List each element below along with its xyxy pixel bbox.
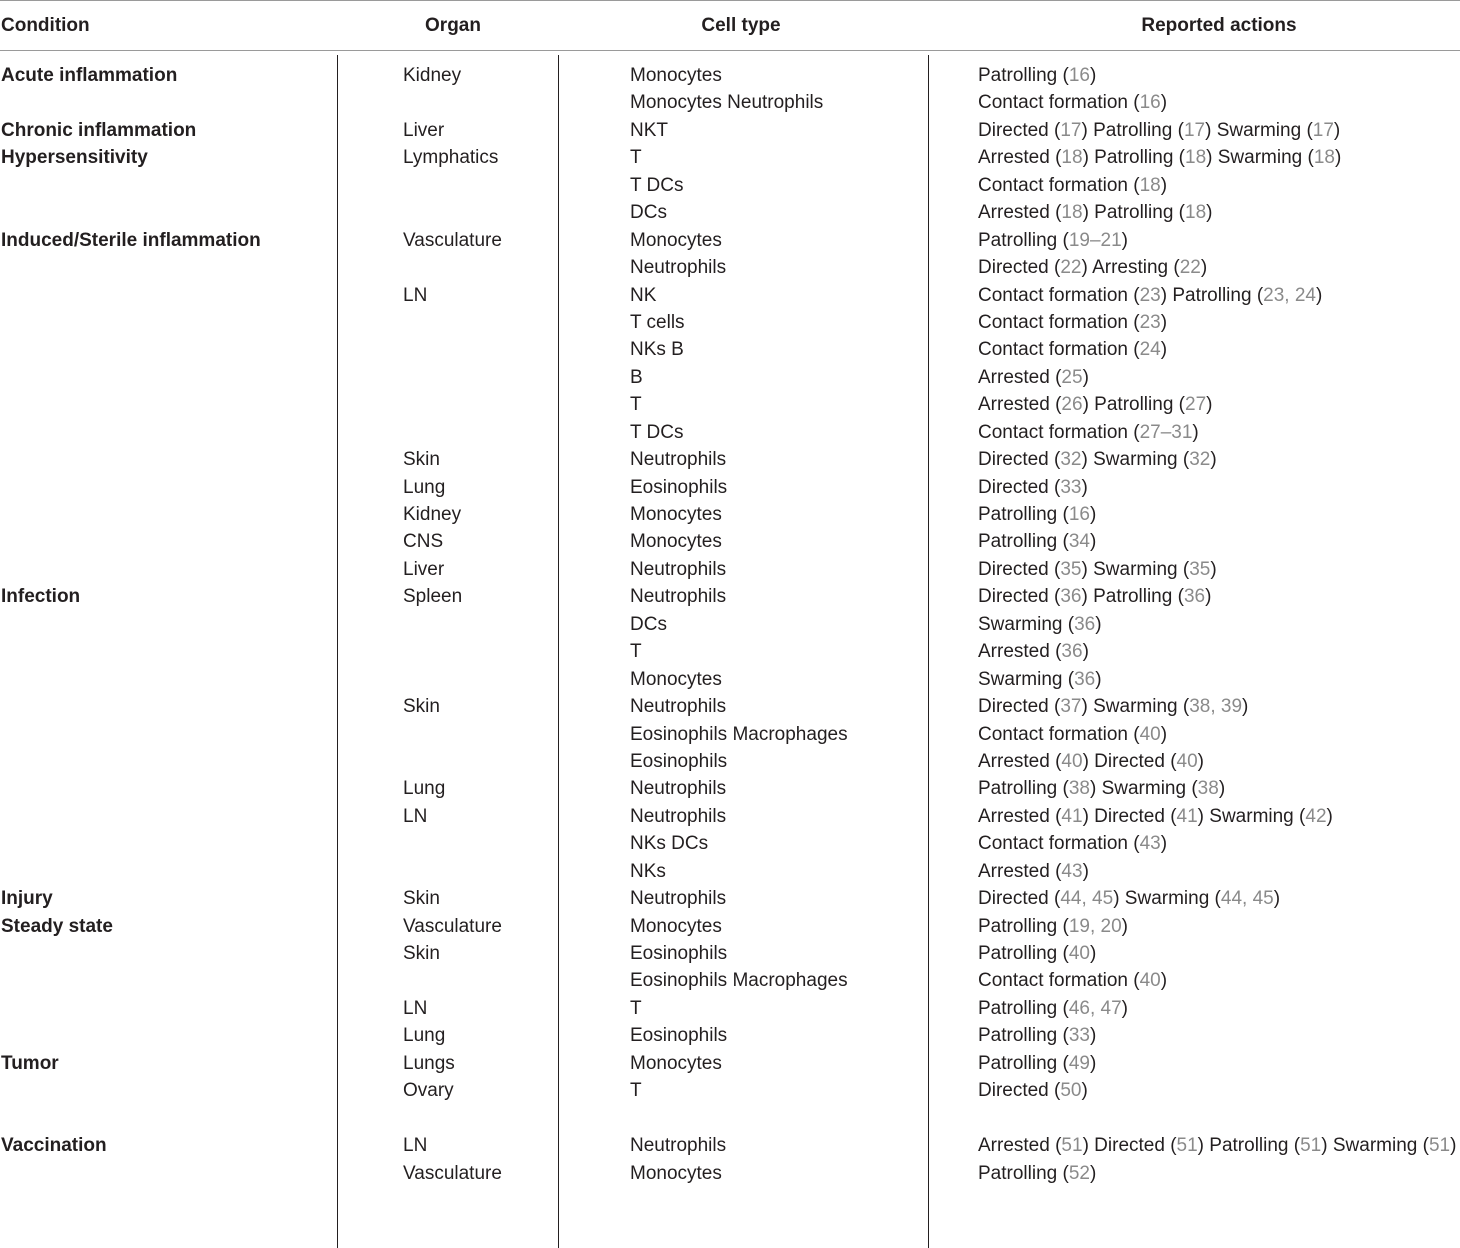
cell-type-cell: Neutrophils: [630, 1135, 727, 1157]
cell-type-cell: Monocytes: [630, 1052, 722, 1074]
cell-type-cell: Eosinophils: [630, 476, 728, 498]
header-reported-actions: Reported actions: [1141, 15, 1297, 36]
table-row: [0, 1160, 1460, 1187]
reference-citation[interactable]: 25: [1061, 366, 1083, 388]
table-row: [0, 62, 1460, 89]
table-row: [0, 1132, 1460, 1159]
reference-citation[interactable]: 18: [1139, 174, 1161, 196]
table-row: [0, 583, 1460, 610]
table-row: [0, 775, 1460, 802]
reference-citation[interactable]: 40: [1139, 970, 1161, 992]
table-row: [0, 254, 1460, 281]
action-label: Patrolling: [978, 229, 1058, 251]
organ-cell: Kidney: [403, 65, 462, 86]
action-label: Directed: [978, 558, 1049, 580]
organ-cell: Spleen: [403, 586, 463, 608]
table-row: [0, 858, 1460, 885]
condition-cell: Tumor: [1, 1052, 59, 1074]
reference-citation[interactable]: 32: [1189, 449, 1211, 471]
organ-cell: LN: [403, 1135, 428, 1157]
reported-actions-cell: Contact formation (27–31): [978, 421, 1199, 443]
organ-cell: Liver: [403, 558, 445, 580]
reported-actions-cell: Patrolling (19–21): [978, 229, 1128, 251]
action-label: Swarming: [1216, 119, 1302, 141]
table-row: [0, 830, 1460, 857]
reference-citation[interactable]: 16: [1139, 92, 1161, 114]
organ-cell: Lungs: [403, 1052, 455, 1074]
reference-citation[interactable]: 23, 24: [1263, 284, 1316, 306]
action-label: Directed: [1094, 750, 1165, 772]
reference-citation[interactable]: 43: [1061, 860, 1083, 882]
reported-actions-cell: Directed (50): [978, 1080, 1088, 1102]
action-label: Swarming: [1093, 696, 1178, 718]
table-row: [0, 199, 1460, 226]
organ-cell: LN: [403, 997, 428, 1019]
action-label: Swarming: [978, 613, 1063, 635]
reported-actions-cell: Patrolling (38) Swarming (38): [978, 778, 1226, 800]
reported-actions-cell: Contact formation (40): [978, 970, 1168, 992]
reported-actions-cell: Directed (36) Patrolling (36): [978, 586, 1212, 608]
action-label: Arrested: [978, 641, 1050, 663]
reported-actions-cell: Patrolling (33): [978, 1025, 1097, 1047]
condition-cell: Infection: [1, 586, 81, 608]
table-row: [0, 611, 1460, 638]
reference-citation[interactable]: 51: [1176, 1135, 1198, 1157]
action-label: Directed: [978, 888, 1049, 910]
action-label: Patrolling: [1093, 586, 1173, 608]
reference-citation[interactable]: 37: [1060, 696, 1082, 718]
reference-citation[interactable]: 44, 45: [1220, 888, 1274, 910]
action-label: Patrolling: [1172, 284, 1252, 306]
action-label: Swarming: [1093, 558, 1178, 580]
table-row: [0, 227, 1460, 254]
action-label: Patrolling: [978, 531, 1058, 553]
action-label: Arresting: [1092, 257, 1169, 279]
reference-citation[interactable]: 23: [1139, 284, 1161, 306]
organ-cell: Skin: [403, 449, 440, 471]
reported-actions-cell: Directed (37) Swarming (38, 39): [978, 696, 1249, 718]
organ-cell: Vasculature: [403, 915, 502, 937]
table-row: [0, 309, 1460, 336]
cell-type-cell: Eosinophils Macrophages: [630, 970, 848, 992]
cell-type-cell: Neutrophils: [630, 558, 727, 580]
reference-citation[interactable]: 18: [1061, 202, 1083, 224]
table-row: [0, 913, 1460, 940]
cell-type-cell: T: [630, 1080, 642, 1102]
table-row: [0, 666, 1460, 693]
organ-cell: CNS: [403, 531, 444, 553]
reported-actions-cell: Contact formation (43): [978, 833, 1168, 855]
cell-type-cell: T DCs: [630, 174, 684, 196]
table-row: [0, 1022, 1460, 1049]
reference-citation[interactable]: 50: [1060, 1080, 1082, 1102]
table-top-rule: [0, 0, 1460, 1]
reported-actions-cell: Directed (17) Patrolling (17) Swarming (17): [978, 119, 1341, 141]
table-row: [0, 391, 1460, 418]
organ-cell: Skin: [403, 696, 440, 718]
action-label: Swarming: [1332, 1135, 1418, 1157]
cell-type-cell: T: [630, 641, 642, 663]
organ-cell: Skin: [403, 943, 440, 964]
reference-citation[interactable]: 36: [1074, 668, 1096, 690]
reference-citation[interactable]: 44, 45: [1060, 888, 1114, 910]
reference-citation[interactable]: 18: [1185, 202, 1207, 224]
reference-citation[interactable]: 40: [1068, 943, 1090, 964]
action-label: Directed: [978, 696, 1049, 718]
reported-actions-cell: Swarming (36): [978, 668, 1102, 690]
reference-citation[interactable]: 27–31: [1139, 421, 1193, 443]
reference-citation[interactable]: 19, 20: [1068, 915, 1122, 937]
action-label: Swarming: [1209, 805, 1294, 827]
organ-cell: Liver: [403, 119, 445, 141]
cell-type-cell: Monocytes: [630, 1162, 722, 1184]
condition-cell: Induced/Sterile inflammation: [1, 229, 261, 251]
table-row: [0, 995, 1460, 1022]
action-label: Swarming: [1217, 147, 1303, 169]
action-label: Patrolling: [978, 915, 1058, 937]
table-row: [0, 419, 1460, 446]
table-row: [0, 721, 1460, 748]
cell-type-cell: Neutrophils: [630, 257, 727, 279]
reference-citation[interactable]: 23: [1139, 311, 1161, 333]
header-cell-type: Cell type: [701, 15, 781, 36]
reported-actions-cell: Contact formation (18): [978, 174, 1168, 196]
reference-citation[interactable]: 24: [1139, 339, 1161, 361]
condition-cell: Hypersensitivity: [1, 147, 148, 169]
cell-type-cell: Eosinophils: [630, 943, 728, 964]
action-label: Directed: [978, 119, 1049, 141]
action-label: Patrolling: [978, 997, 1058, 1019]
table-row: [0, 885, 1460, 912]
reference-citation[interactable]: 41: [1176, 805, 1198, 827]
reported-actions-cell: Patrolling (40): [978, 943, 1097, 964]
condition-cell: Acute inflammation: [1, 65, 178, 86]
cell-type-cell: Monocytes: [630, 915, 722, 937]
reference-citation[interactable]: 16: [1068, 65, 1090, 86]
cell-type-cell: NKT: [630, 119, 668, 141]
reported-actions-cell: Arrested (25): [978, 366, 1089, 388]
action-label: Arrested: [978, 1135, 1050, 1157]
organ-cell: Lung: [403, 778, 446, 800]
reported-actions-cell: Contact formation (23): [978, 311, 1168, 333]
reference-citation[interactable]: 38: [1197, 778, 1219, 800]
action-label: Patrolling: [978, 65, 1058, 86]
reported-actions-cell: Swarming (36): [978, 613, 1102, 635]
action-label: Contact formation: [978, 284, 1128, 306]
table-row: [0, 748, 1460, 775]
cell-type-cell: Monocytes: [630, 229, 722, 251]
reference-citation[interactable]: 33: [1060, 476, 1082, 498]
action-label: Patrolling: [978, 1052, 1058, 1074]
reported-actions-cell: Directed (33): [978, 476, 1088, 498]
reference-citation[interactable]: 51: [1061, 1135, 1083, 1157]
reported-actions-cell: Patrolling (16): [978, 504, 1097, 525]
reference-citation[interactable]: 32: [1060, 449, 1082, 471]
reference-citation[interactable]: 46, 47: [1068, 997, 1122, 1019]
cell-type-cell: T: [630, 394, 642, 416]
cell-type-cell: T: [630, 147, 642, 169]
action-label: Contact formation: [978, 421, 1128, 443]
action-label: Arrested: [978, 147, 1050, 169]
reported-actions-cell: Patrolling (16): [978, 65, 1097, 86]
cell-type-cell: Neutrophils: [630, 696, 727, 718]
reference-citation[interactable]: 51: [1428, 1135, 1451, 1157]
table-row: [0, 693, 1460, 720]
cell-type-cell: Eosinophils Macrophages: [630, 723, 848, 745]
header-rule: [0, 50, 1460, 51]
reference-citation[interactable]: 52: [1068, 1162, 1090, 1184]
action-label: Directed: [978, 1080, 1049, 1102]
reported-actions-cell: Arrested (40) Directed (40): [978, 750, 1204, 772]
action-label: Patrolling: [1209, 1135, 1289, 1157]
table-row: [0, 144, 1460, 171]
cell-type-cell: Eosinophils: [630, 1025, 728, 1047]
cell-type-cell: T cells: [630, 311, 685, 333]
cell-type-cell: DCs: [630, 202, 667, 224]
action-label: Directed: [978, 449, 1049, 471]
cell-type-cell: Monocytes Neutrophils: [630, 92, 824, 114]
action-label: Arrested: [978, 366, 1050, 388]
reference-citation[interactable]: 38, 39: [1189, 696, 1243, 718]
reported-actions-cell: Arrested (51) Directed (51) Patrolling (51) Swarming (51): [978, 1135, 1457, 1157]
table-row: [0, 89, 1460, 116]
action-label: Contact formation: [978, 833, 1128, 855]
action-label: Arrested: [978, 394, 1050, 416]
condition-cell: Chronic inflammation: [1, 119, 197, 141]
table-row: [0, 638, 1460, 665]
cell-type-cell: Monocytes: [630, 531, 722, 553]
table-row: [0, 1050, 1460, 1077]
table-row: [0, 282, 1460, 309]
reported-actions-cell: Contact formation (23) Patrolling (23, 24): [978, 284, 1323, 306]
reference-citation[interactable]: 17: [1183, 119, 1206, 141]
reference-citation[interactable]: 16: [1068, 504, 1090, 525]
reference-citation[interactable]: 40: [1139, 723, 1161, 745]
reference-citation[interactable]: 36: [1074, 613, 1096, 635]
action-label: Patrolling: [1094, 394, 1174, 416]
action-label: Directed: [1094, 805, 1165, 827]
cell-type-cell: NKs B: [630, 339, 684, 361]
reference-citation[interactable]: 40: [1061, 750, 1083, 772]
organ-cell: Lymphatics: [403, 147, 499, 169]
table-row: [0, 364, 1460, 391]
reported-actions-cell: Arrested (43): [978, 860, 1089, 882]
reported-actions-cell: Arrested (26) Patrolling (27): [978, 394, 1213, 416]
reported-actions-cell: Arrested (18) Patrolling (18) Swarming (18): [978, 147, 1342, 169]
action-label: Contact formation: [978, 970, 1128, 992]
cell-type-cell: Eosinophils: [630, 750, 728, 772]
table-row: [0, 446, 1460, 473]
cell-type-cell: NK: [630, 284, 657, 306]
organ-cell: Kidney: [403, 504, 462, 525]
reported-actions-cell: Contact formation (40): [978, 723, 1168, 745]
action-label: Contact formation: [978, 311, 1128, 333]
action-label: Patrolling: [978, 1025, 1058, 1047]
action-label: Contact formation: [978, 339, 1128, 361]
table-body: [0, 62, 1460, 1187]
reference-citation[interactable]: 33: [1068, 1025, 1090, 1047]
condition-cell: Vaccination: [1, 1135, 107, 1157]
organ-cell: Lung: [403, 476, 446, 498]
action-label: Swarming: [1101, 778, 1187, 800]
organ-cell: Vasculature: [403, 229, 502, 251]
table-row: [0, 528, 1460, 555]
cell-type-cell: Neutrophils: [630, 778, 727, 800]
table-row: [0, 967, 1460, 994]
action-label: Arrested: [978, 805, 1050, 827]
cell-type-cell: Monocytes: [630, 504, 722, 525]
cell-type-cell: Monocytes: [630, 668, 722, 690]
header-organ: Organ: [425, 15, 481, 36]
reference-citation[interactable]: 49: [1068, 1052, 1090, 1074]
organ-cell: LN: [403, 805, 428, 827]
reference-citation[interactable]: 18: [1061, 147, 1083, 169]
reference-citation[interactable]: 22: [1179, 257, 1201, 279]
action-label: Patrolling: [978, 943, 1058, 964]
reference-citation[interactable]: 34: [1068, 531, 1090, 553]
action-label: Directed: [978, 476, 1049, 498]
reported-actions-cell: Arrested (41) Directed (41) Swarming (42): [978, 805, 1333, 827]
cell-type-cell: Neutrophils: [630, 805, 727, 827]
organ-cell: Vasculature: [403, 1162, 502, 1184]
table-row: [0, 172, 1460, 199]
reference-citation[interactable]: 51: [1300, 1135, 1322, 1157]
reference-citation[interactable]: 36: [1060, 586, 1082, 608]
action-label: Contact formation: [978, 174, 1128, 196]
action-label: Swarming: [1124, 888, 1210, 910]
action-label: Patrolling: [1093, 119, 1173, 141]
organ-cell: LN: [403, 284, 428, 306]
cell-type-cell: DCs: [630, 613, 667, 635]
cell-type-cell: T: [630, 997, 642, 1019]
cell-type-cell: Neutrophils: [630, 888, 727, 910]
reported-actions-cell: Directed (44, 45) Swarming (44, 45): [978, 888, 1281, 910]
cell-type-cell: Monocytes: [630, 65, 722, 86]
reference-citation[interactable]: 26: [1061, 394, 1083, 416]
condition-cell: Steady state: [1, 915, 113, 937]
reported-actions-cell: Patrolling (34): [978, 531, 1097, 553]
table-row: [0, 940, 1460, 967]
organ-cell: Ovary: [403, 1080, 454, 1102]
reported-actions-cell: Contact formation (16): [978, 92, 1168, 114]
reference-citation[interactable]: 19–21: [1068, 229, 1122, 251]
condition-cell: Injury: [1, 888, 53, 910]
reported-actions-cell: Contact formation (24): [978, 339, 1168, 361]
reference-citation[interactable]: 22: [1060, 257, 1082, 279]
reference-citation[interactable]: 43: [1139, 833, 1161, 855]
table-row: [0, 556, 1460, 583]
cell-type-cell: T DCs: [630, 421, 684, 443]
reference-citation[interactable]: 18: [1313, 147, 1335, 169]
reference-citation[interactable]: 35: [1189, 558, 1211, 580]
reference-citation[interactable]: 40: [1176, 750, 1198, 772]
reported-actions-cell: Arrested (36): [978, 641, 1089, 663]
action-label: Patrolling: [978, 504, 1058, 525]
action-label: Patrolling: [1094, 147, 1174, 169]
reported-actions-cell: Directed (32) Swarming (32): [978, 449, 1217, 471]
action-label: Patrolling: [978, 778, 1058, 800]
reference-citation[interactable]: 36: [1061, 641, 1083, 663]
action-label: Arrested: [978, 202, 1050, 224]
organ-cell: Lung: [403, 1025, 446, 1047]
cell-type-cell: NKs DCs: [630, 833, 709, 855]
cell-type-cell: Neutrophils: [630, 449, 727, 471]
reported-actions-cell: Patrolling (46, 47): [978, 997, 1128, 1019]
cell-type-cell: B: [630, 366, 643, 388]
header-condition: Condition: [1, 15, 90, 36]
reported-actions-cell: Directed (35) Swarming (35): [978, 558, 1217, 580]
table-row: [0, 803, 1460, 830]
action-label: Contact formation: [978, 92, 1128, 114]
action-label: Arrested: [978, 750, 1050, 772]
reference-citation[interactable]: 41: [1061, 805, 1083, 827]
reference-citation[interactable]: 38: [1068, 778, 1090, 800]
action-label: Directed: [978, 586, 1049, 608]
reference-citation[interactable]: 17: [1060, 119, 1082, 141]
action-label: Directed: [1094, 1135, 1165, 1157]
action-label: Patrolling: [1094, 202, 1174, 224]
reported-actions-cell: Directed (22) Arresting (22): [978, 257, 1208, 279]
action-label: Swarming: [978, 668, 1063, 690]
reference-citation[interactable]: 36: [1183, 586, 1206, 608]
cell-type-cell: Neutrophils: [630, 586, 727, 608]
table-row: [0, 501, 1460, 528]
action-label: Contact formation: [978, 723, 1128, 745]
action-label: Patrolling: [978, 1162, 1058, 1184]
reference-citation[interactable]: 35: [1060, 558, 1082, 580]
action-label: Arrested: [978, 860, 1050, 882]
table-row: [0, 1077, 1460, 1104]
organ-cell: Skin: [403, 888, 440, 910]
reference-citation[interactable]: 42: [1305, 805, 1327, 827]
reference-citation[interactable]: 18: [1185, 147, 1207, 169]
cell-type-cell: NKs: [630, 860, 666, 882]
reported-actions-cell: Patrolling (19, 20): [978, 915, 1128, 937]
table-row: [0, 474, 1460, 501]
action-label: Directed: [978, 257, 1049, 279]
reference-citation[interactable]: 27: [1185, 394, 1207, 416]
reference-citation[interactable]: 17: [1312, 119, 1334, 141]
action-label: Swarming: [1093, 449, 1178, 471]
reported-actions-cell: Patrolling (49): [978, 1052, 1097, 1074]
reported-actions-cell: Patrolling (52): [978, 1162, 1097, 1184]
reported-actions-cell: Arrested (18) Patrolling (18): [978, 202, 1213, 224]
table-row: [0, 117, 1460, 144]
table-row: [0, 336, 1460, 363]
